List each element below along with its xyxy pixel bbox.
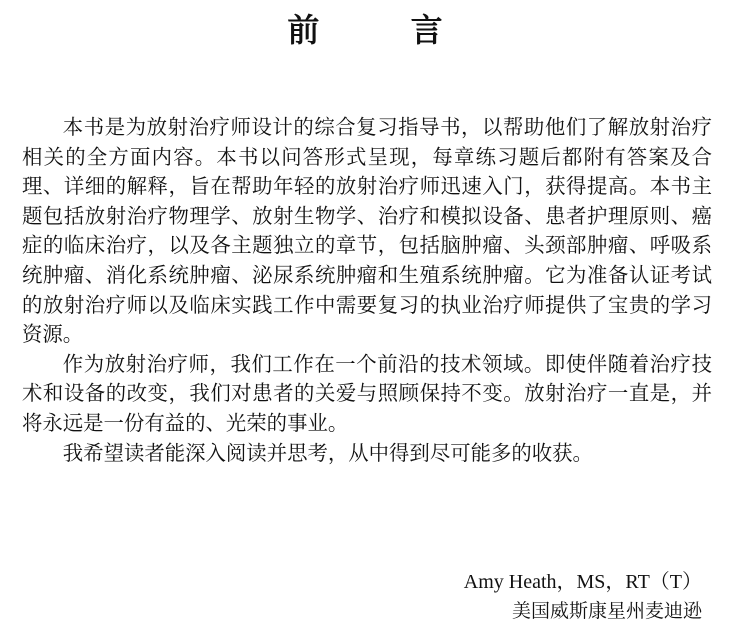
- page-title: 前 言: [287, 11, 483, 49]
- paragraph-2: 作为放射治疗师，我们工作在一个前沿的技术领域。即使伴随着治疗技术和设备的改变，我们对患者的关爱与照顾保持不变。放射治疗一直是，并将永远是一份有益的、光荣的事业。: [22, 351, 712, 435]
- preface-body: [22, 113, 712, 468]
- paragraph-3: 我希望读者能深入阅读并思考，从中得到尽可能多的收获。: [62, 440, 593, 465]
- author-signature: Amy Heath，MS，RT（T）: [463, 571, 702, 593]
- author-location: 美国威斯康星州麦迪逊: [511, 600, 702, 622]
- paragraph-1: 本书是为放射治疗师设计的综合复习指导书，以帮助他们了解放射治疗相关的全方面内容。本书以问答形式呈现，每章练习题后都附有答案及合理、详细的解释，旨在帮助年轻的放射治疗师迅速入门，获得提高。本书主题包括放射治疗物理学、放射生物学、治疗和模拟设备、患者护理原则、癌症的临床治疗，以及各主题独立的章节，包括脑肿瘤、头颈部肿瘤、呼吸系统肿瘤、消化系统肿瘤、泌尿系统肿瘤和生殖系统肿瘤。它为准备认证考试的放射治疗师以及临床实践工作中需要复习的执业治疗师提供了宝贵的学习资源。: [22, 115, 712, 347]
